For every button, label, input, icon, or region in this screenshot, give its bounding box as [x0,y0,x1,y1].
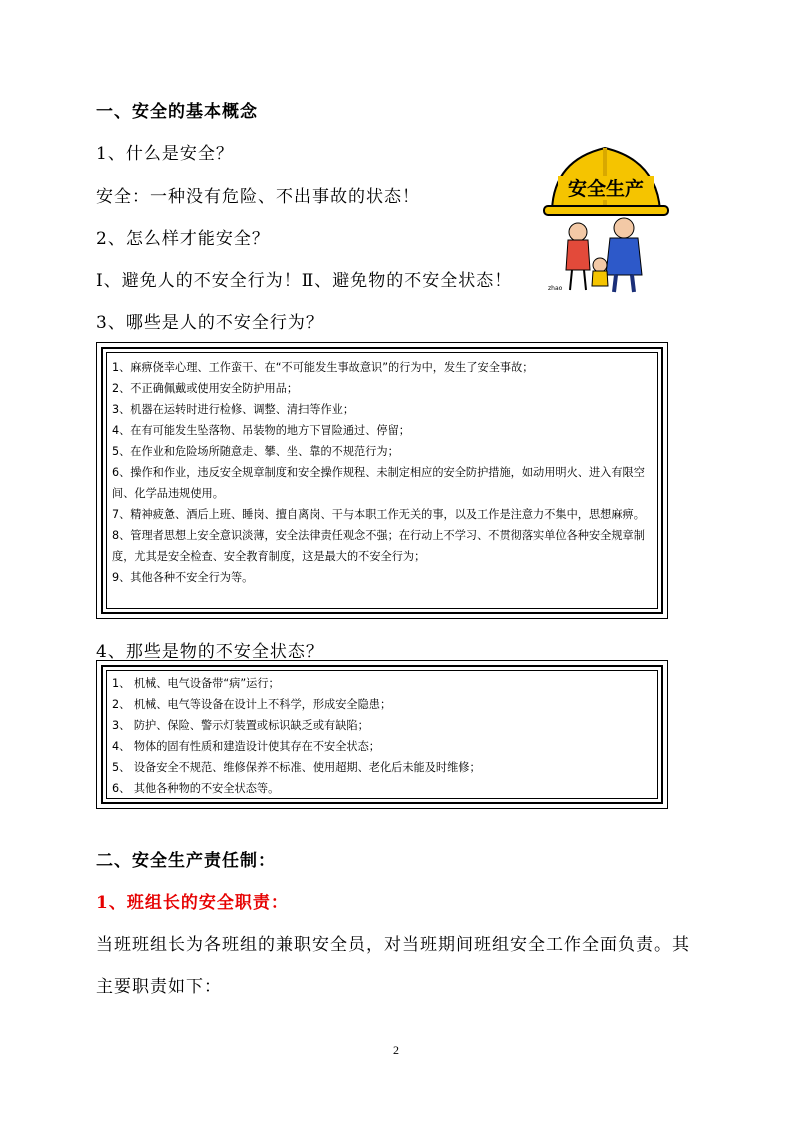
list-item: 1、 机械、电气设备带“病”运行； [112,677,280,690]
unsafe-states-box [96,660,668,809]
list-item: 2、 机械、电气等设备在设计上不科学，形成安全隐患； [112,698,392,711]
body-line-1: 当班班组长为各班组的兼职安全员，对当班期间班组安全工作全面负责。其 [96,935,690,955]
list-item: 2、不正确佩戴或使用安全防护用品； [112,382,299,395]
unsafe-acts-list [112,357,653,588]
list-item: 7、精神疲惫、酒后上班、睡岗、擅自离岗、干与本职工作无关的事，以及工作是注意力不集中，思想麻痹。 [112,508,645,521]
answer-1: 安全：一种没有危险、不出事故的状态！ [96,187,420,207]
question-2: 2、怎么样才能安全？ [96,229,270,249]
list-item: 4、 物体的固有性质和建造设计使其存在不安全状态； [112,740,380,753]
question-3: 3、哪些是人的不安全行为？ [96,313,324,333]
list-item: 6、 其他各种物的不安全状态等。 [112,782,280,795]
team-leader-duties-heading: 1、班组长的安全职责： [96,893,289,913]
list-item: 8、管理者思想上安全意识淡薄，安全法律责任观念不强；在行动上不学习、不贯彻落实单位各种安全规章制度，尤其是安全检查、安全教育制度，这是最大的不安全行为； [112,529,645,563]
list-item: 3、机器在运转时进行检修、调整、清扫等作业； [112,403,355,416]
section-2-title: 二、安全生产责任制： [96,851,276,871]
question-4: 4、那些是物的不安全状态？ [96,642,324,662]
body-line-2: 主要职责如下： [96,977,222,997]
list-item: 3、 防护、保险、警示灯装置或标识缺乏或有缺陷； [112,719,369,732]
page-number: 2 [393,1043,399,1057]
list-item: 5、在作业和危险场所随意走、攀、坐、靠的不规范行为； [112,445,399,458]
unsafe-acts-box [96,342,668,619]
list-item: 1、麻痹侥幸心理、工作蛮干、在“不可能发生事故意识”的行为中，发生了安全事故； [112,361,534,374]
answer-2: Ⅰ、避免人的不安全行为！Ⅱ、避免物的不安全状态！ [96,271,513,291]
list-item: 4、在有可能发生坠落物、吊装物的地方下冒险通过、停留； [112,424,410,437]
list-item: 9、其他各种不安全行为等。 [112,571,254,584]
question-1: 1、什么是安全？ [96,144,234,164]
list-item: 5、 设备安全不规范、维修保养不标准、使用超期、老化后未能及时维修； [112,761,481,774]
safety-production-illustration [540,140,670,300]
unsafe-states-list [112,673,653,799]
helmet-label: 安全生产 [567,178,645,200]
section-1-title: 一、安全的基本概念 [96,102,258,122]
illustration-signature: zhao [548,285,563,292]
list-item: 6、操作和作业，违反安全规章制度和安全操作规程、未制定相应的安全防护措施，如动用明火、进入有限空间、化学品违规使用。 [112,466,645,500]
